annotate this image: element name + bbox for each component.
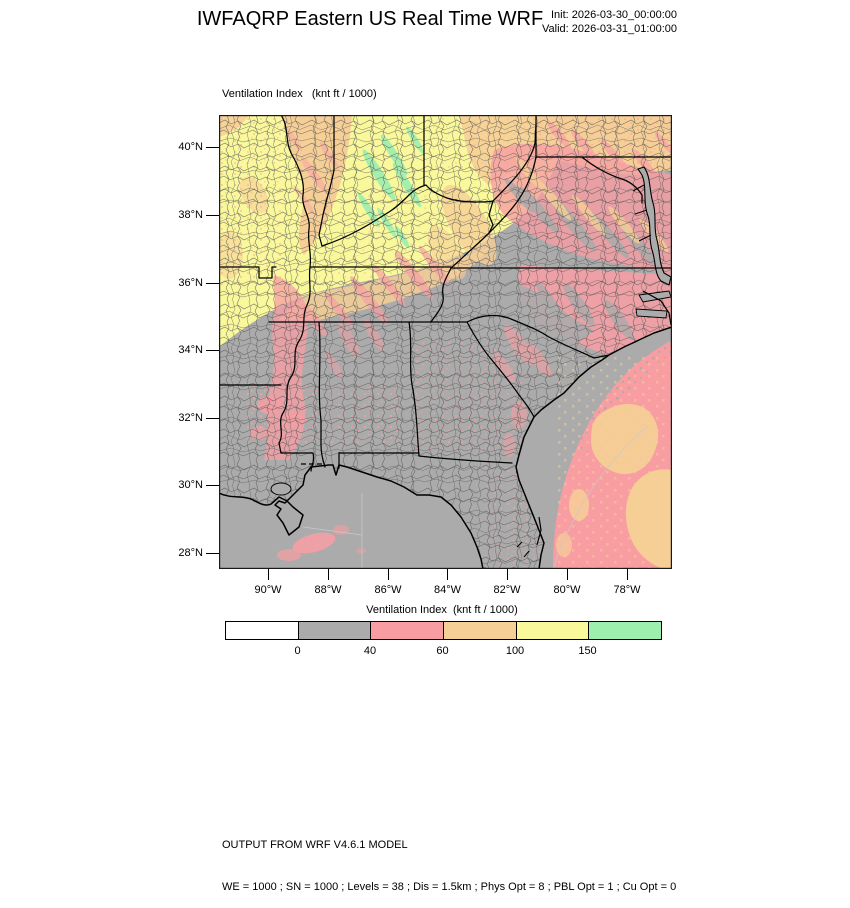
map-canvas [219,115,672,569]
colorbar-swatch [516,622,589,639]
colorbar-swatch [443,622,516,639]
lat-tick-label: 30°N [178,479,203,491]
lat-tick-label: 38°N [178,208,203,221]
lon-tick-mark [268,569,269,580]
colorbar-swatch [588,622,661,639]
lon-tick-mark [447,569,448,580]
lon-tick-mark [567,569,568,580]
run-times [542,8,677,36]
colorbar-tick-label: 60 [436,645,449,657]
page-title: IWFAQRP Eastern US Real Time WRF [196,8,544,30]
colorbar-tick-label: 100 [505,645,525,657]
lat-tick-label: 28°N [178,546,203,559]
lon-tick-mark [328,569,329,580]
lat-tick-mark [206,418,219,419]
valid-time: Valid: 2026-03-31_01:00:00 [542,23,677,35]
lat-tick-mark [206,553,219,554]
colorbar-title: Ventilation Index (knt ft / 1000) [366,604,518,616]
lon-tick-label: 90°W [254,584,282,596]
ventilation-index-map [219,115,672,569]
lat-tick-label: 36°N [178,276,203,289]
colorbar-tick-label: 40 [363,645,377,657]
footer-line1: OUTPUT FROM WRF V4.6.1 MODEL [222,839,408,851]
lat-tick-label: 32°N [178,411,203,424]
lon-tick-mark [627,569,628,580]
lat-tick-mark [206,215,219,216]
lon-tick-label: 82°W [493,584,521,596]
colorbar-tick-label: 0 [294,645,301,657]
lon-tick-label: 88°W [314,584,342,596]
lat-tick-mark [206,147,219,148]
footer-line2: WE = 1000 ; SN = 1000 ; Levels = 38 ; Dis = 1.5km ; Phys Opt = 8 ; PBL Opt = 1 ; Cu Opt = 0 [222,881,677,893]
colorbar-swatch [370,622,443,639]
lon-tick-label: 78°W [613,584,641,596]
lat-tick-mark [206,485,219,486]
lat-tick-label: 34°N [178,344,203,356]
lon-tick-label: 80°W [553,584,581,596]
lake-pontchartrain [271,483,291,495]
init-time: Init: 2026-03-30_00:00:00 [551,9,677,21]
footer-notes [222,810,676,908]
colorbar-swatch [298,622,371,639]
lon-tick-mark [507,569,508,580]
lat-tick-mark [206,283,219,284]
lon-tick-label: 84°W [433,584,462,596]
colorbar [225,621,662,640]
lon-tick-label: 86°W [374,584,402,596]
lat-tick-label: 40°N [178,141,203,153]
lat-tick-mark [206,350,219,351]
colorbar-swatch [226,622,298,639]
lon-tick-mark [388,569,389,580]
colorbar-tick-label: 150 [578,645,597,657]
field-label: Ventilation Index (knt ft / 1000) [222,88,377,100]
